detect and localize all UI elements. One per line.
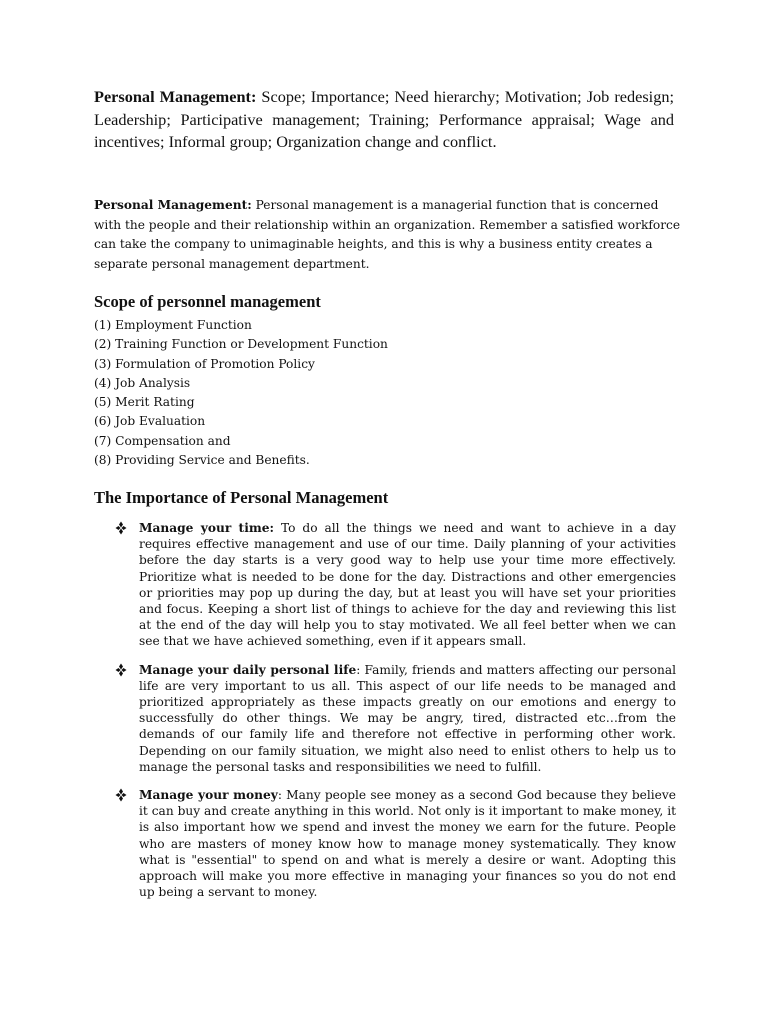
four-diamond-bullet-icon [114, 662, 128, 678]
title-label: Personal Management: [94, 87, 257, 106]
scope-item: (5) Merit Rating [94, 395, 195, 410]
importance-item-text: : Many people see money as a second God because they believe it can buy and create anything in this world. Not only is it important to make money, it is also important how we spend and invest the money we earn for the future. People who are masters of money know how to manage money systematically. They know what is "essential" to spend on and what is merely a desire or want. Adopting this approach will make you more effective in managing your finances so you do not end up being a servant to money. [139, 788, 676, 900]
importance-list [94, 520, 676, 912]
importance-item-label: Manage your time: [139, 521, 274, 535]
four-diamond-bullet-icon [114, 520, 128, 536]
four-diamond-bullet-icon [114, 787, 128, 803]
intro-text: Personal management is a managerial function that is concerned with the people and their relationship within an organization. Remember a satisfied workforce can take the company to unimaginable heights, and this is why a business entity creates a separate personal management department. [94, 198, 681, 271]
intro-paragraph [94, 196, 684, 274]
scope-heading: Scope of personnel management [94, 292, 321, 311]
title-topics: Scope; Importance; Need hierarchy; Motivation; Job redesign; Leadership; Participative management; Training; Performance appraisal; Wage and incentives; Informal group; Organization change and conflict. [94, 87, 675, 151]
importance-heading: The Importance of Personal Management [94, 488, 389, 507]
importance-item-text: : Family, friends and matters affecting our personal life are very important to us all. This aspect of our life needs to be managed and prioritized appropriately as these impacts greatly on our emotions and energy to successfully do other things. We may be angry, tired, distracted etc…from the demands of our family life and therefore not effective in performing other work. Depending on our family situation, we might also need to enlist others to help us to manage the personal tasks and responsibilities we need to fulfill. [139, 662, 676, 774]
scope-item: (6) Job Evaluation [94, 414, 206, 429]
importance-item-label: Manage your daily personal life [139, 662, 357, 677]
document-title [94, 86, 674, 154]
scope-list [94, 316, 388, 470]
importance-item [94, 520, 676, 650]
scope-item: (2) Training Function or Development Function [94, 337, 388, 352]
scope-item: (7) Compensation and [94, 433, 231, 448]
importance-item [94, 787, 676, 900]
scope-item: (4) Job Analysis [94, 375, 191, 390]
importance-item-label: Manage your money [139, 788, 278, 803]
importance-item [94, 662, 676, 775]
scope-item: (8) Providing Service and Benefits. [94, 453, 310, 468]
scope-item: (3) Formulation of Promotion Policy [94, 356, 315, 371]
importance-item-text: To do all the things we need and want to achieve in a day requires effective management and use of our time. Daily planning of your activities before the day starts is a very good way to help use your time more effectively. Prioritize what is needed to be done for the day. Distractions and other emergencies or priorities may pop up during the day, but at least you will have set your priorities and focus. Keeping a short list of things to achieve for the day and reviewing this list at the end of the day will help you to stay motivated. We all feel better when we can see that we have achieved something, even if it appears small. [139, 521, 677, 649]
intro-label: Personal Management: [94, 198, 252, 212]
scope-item: (1) Employment Function [94, 318, 252, 332]
